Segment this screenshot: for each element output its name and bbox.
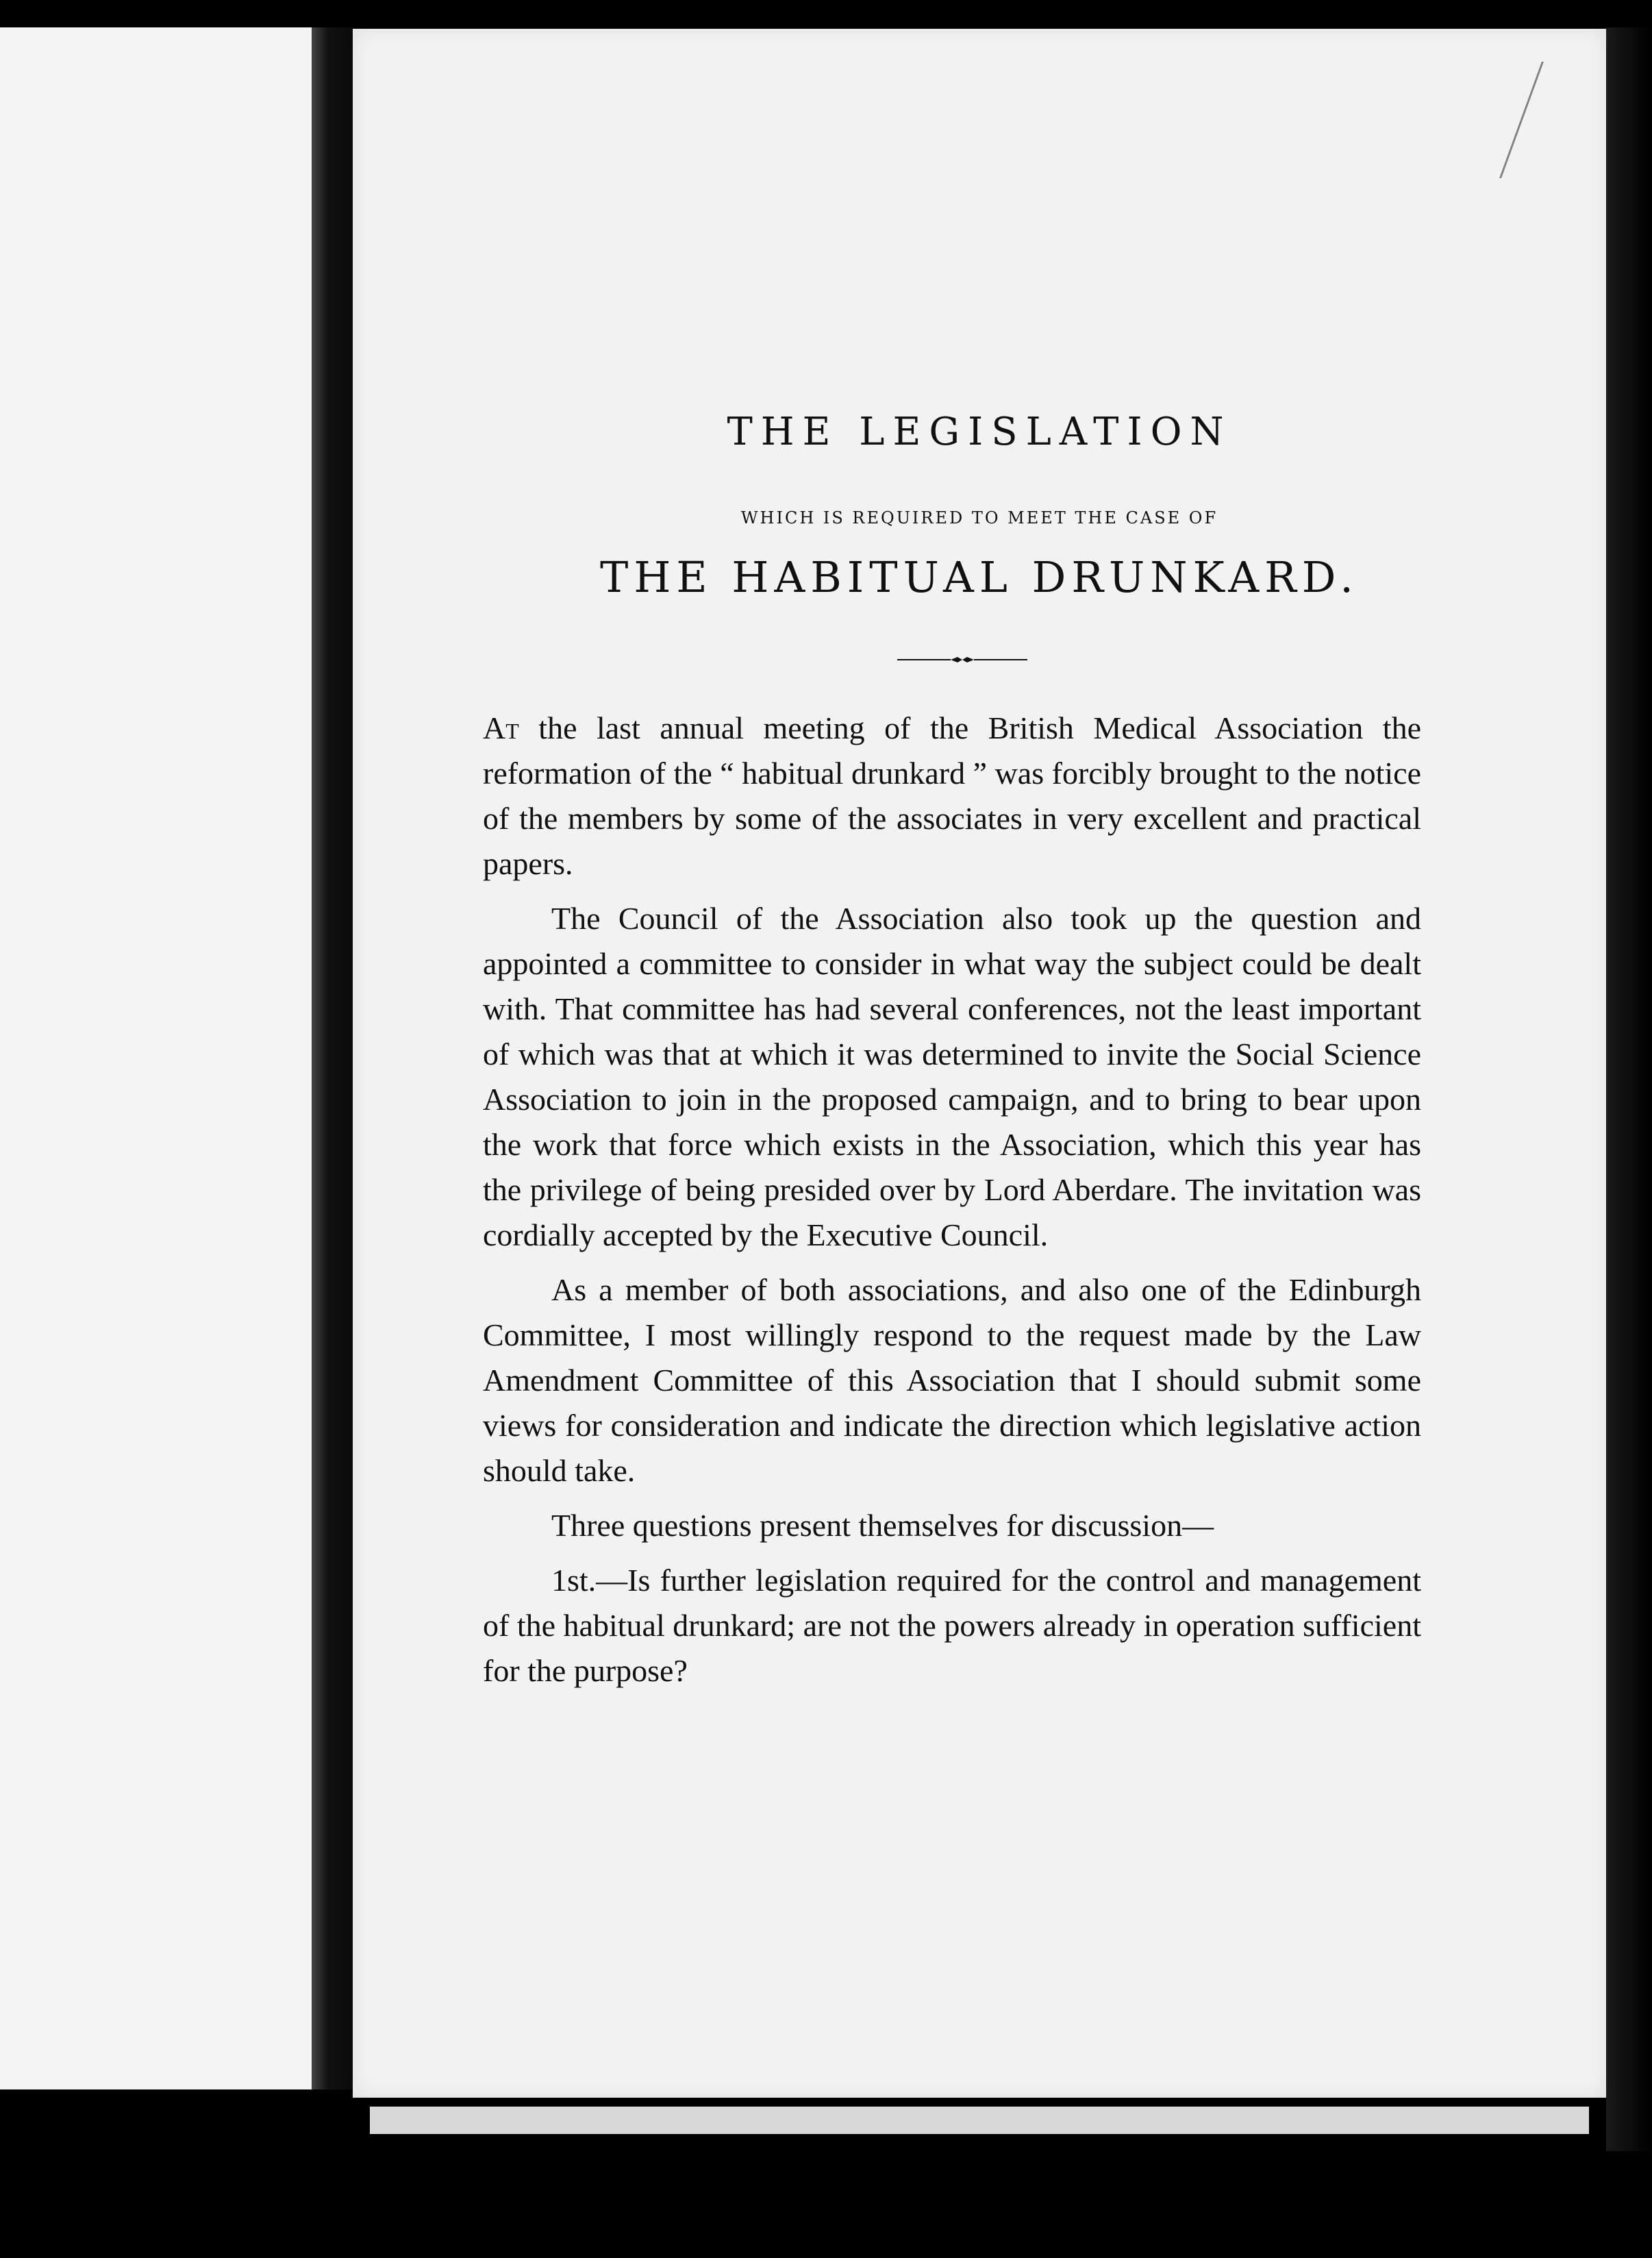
body-text bbox=[483, 706, 1421, 1703]
page-subtitle: WHICH IS REQUIRED TO MEET THE CASE OF bbox=[740, 508, 1218, 528]
ornament-divider bbox=[897, 655, 1027, 665]
book-gutter bbox=[312, 27, 353, 2089]
drop-lead: At bbox=[483, 710, 519, 745]
paragraph-4: Three questions present themselves for discussion— bbox=[551, 1508, 1214, 1543]
page-title-secondary: THE HABITUAL DRUNKARD. bbox=[600, 552, 1359, 602]
scan-right-edge bbox=[1606, 27, 1652, 2151]
paragraph-2: The Council of the Association also took up the question and appointed a committee to consider in what way the subject could be dealt with. That committee has had several conferences, not the least important of which was that at which it was determined to invite the Social Science Association to join in the proposed campaign, and to bring to bear upon the work that force which exists in the Association, which this year has the privilege of being presided over by Lord Aberdare. The invitation was cordially accepted by the Executive Council. bbox=[483, 901, 1421, 1252]
left-page-blank bbox=[0, 27, 312, 2089]
paragraph-1-text: the last annual meeting of the British Medical Association the reformation of the “ habitual drunkard ” was forcibly brought to the notice of the members by some of the associates in very excellent and practical papers. bbox=[483, 710, 1421, 881]
page-title: THE LEGISLATION bbox=[727, 410, 1232, 454]
paragraph-5: 1st.—Is further legislation required for the control and management of the habitual drunkard; are not the powers already in operation sufficient for the purpose? bbox=[483, 1563, 1421, 1688]
paragraph-1 bbox=[483, 706, 1421, 886]
paragraph-3: As a member of both associations, and also one of the Edinburgh Committee, I most willingly respond to the request made by the Law Amendment Committee of this Association that I should submit some views for consideration and indicate the direction which legislative action should take. bbox=[483, 1272, 1421, 1488]
page-bottom-edge bbox=[370, 2107, 1589, 2134]
